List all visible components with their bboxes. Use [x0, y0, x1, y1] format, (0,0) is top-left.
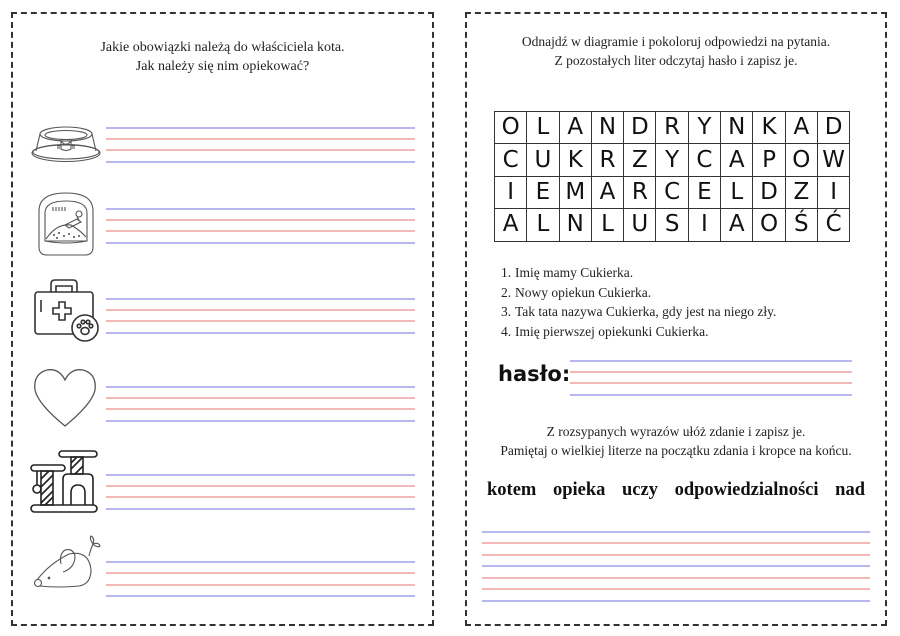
grid-cell[interactable]: L	[591, 209, 623, 241]
scrambled-word: kotem	[487, 480, 537, 500]
cat-tree-icon	[29, 449, 101, 519]
grid-cell[interactable]: A	[785, 112, 817, 144]
grid-cell[interactable]: L	[721, 176, 753, 208]
grid-cell[interactable]: E	[527, 176, 559, 208]
left-worksheet-page	[11, 12, 434, 626]
grid-cell[interactable]: K	[559, 144, 591, 176]
heart-icon	[29, 364, 101, 434]
task-row-vet-care	[13, 276, 432, 346]
wordsearch-instruction-line-1: Odnajdź w diagramie i pokoloruj odpowiedzi na pytania.	[521, 34, 831, 49]
wordsearch-instruction	[467, 32, 885, 70]
sentence-instruction-line-2: Pamiętaj o wielkiej literze na początku zdania i kropce na końcu.	[500, 443, 852, 458]
toy-mouse-icon	[29, 534, 101, 604]
grid-cell[interactable]: I	[817, 176, 849, 208]
grid-cell[interactable]: W	[817, 144, 849, 176]
vet-first-aid-kit-icon	[29, 276, 101, 346]
grid-cell[interactable]: N	[721, 112, 753, 144]
grid-row	[495, 144, 850, 176]
grid-cell[interactable]: C	[656, 176, 688, 208]
sentence-instruction	[467, 422, 885, 460]
task-row-toy-mouse	[13, 534, 432, 604]
task-row-love	[13, 364, 432, 434]
grid-cell[interactable]: L	[527, 112, 559, 144]
grid-cell[interactable]: N	[559, 209, 591, 241]
grid-cell[interactable]: M	[559, 176, 591, 208]
grid-cell[interactable]: C	[688, 144, 720, 176]
grid-cell[interactable]: Y	[688, 112, 720, 144]
grid-row	[495, 176, 850, 208]
scrambled-word: opieka	[552, 480, 606, 500]
grid-cell[interactable]: A	[591, 176, 623, 208]
letter-grid	[494, 111, 850, 242]
grid-cell[interactable]: D	[753, 176, 785, 208]
task-row-cat-tree	[13, 449, 432, 519]
left-instruction-line-2: Jak należy się nim opiekować?	[135, 59, 310, 74]
grid-cell[interactable]: I	[688, 209, 720, 241]
grid-row	[495, 209, 850, 241]
wordsearch-instruction-line-2: Z pozostałych liter odczytaj hasło i zapisz je.	[554, 53, 798, 68]
scrambled-word: uczy	[622, 480, 658, 500]
grid-cell[interactable]: Ś	[785, 209, 817, 241]
grid-cell[interactable]: S	[656, 209, 688, 241]
grid-cell[interactable]: A	[495, 209, 527, 241]
left-instruction	[13, 38, 432, 76]
grid-row	[495, 112, 850, 144]
grid-cell[interactable]: A	[721, 144, 753, 176]
grid-cell[interactable]: A	[559, 112, 591, 144]
grid-cell[interactable]: U	[527, 144, 559, 176]
task-row-food-bowl	[13, 111, 432, 181]
task-row-litter-box	[13, 189, 432, 259]
grid-cell[interactable]: D	[817, 112, 849, 144]
question-list	[501, 263, 776, 341]
grid-cell[interactable]: O	[495, 112, 527, 144]
question-item: 4. Imię pierwszej opiekunki Cukierka.	[501, 323, 709, 339]
sentence-instruction-line-1: Z rozsypanych wyrazów ułóż zdanie i zapisz je.	[546, 424, 806, 439]
grid-cell[interactable]: K	[753, 112, 785, 144]
grid-cell[interactable]: R	[624, 176, 656, 208]
grid-cell[interactable]: L	[527, 209, 559, 241]
grid-cell[interactable]: N	[591, 112, 623, 144]
question-item: 3. Tak tata nazywa Cukierka, gdy jest na niego zły.	[501, 304, 777, 319]
grid-cell[interactable]: Ć	[817, 209, 849, 241]
grid-cell[interactable]: C	[495, 144, 527, 176]
grid-cell[interactable]: P	[753, 144, 785, 176]
grid-cell[interactable]: Y	[656, 144, 688, 176]
grid-cell[interactable]: D	[624, 112, 656, 144]
scrambled-word: nad	[835, 480, 865, 500]
litter-box-icon	[29, 189, 101, 259]
right-worksheet-page	[465, 12, 887, 626]
password-label: hasło:	[498, 362, 571, 386]
grid-cell[interactable]: R	[656, 112, 688, 144]
grid-cell[interactable]: E	[688, 176, 720, 208]
scrambled-word: odpowiedzialności	[674, 480, 819, 500]
left-instruction-line-1: Jakie obowiązki należą do właściciela kota.	[100, 40, 345, 55]
grid-cell[interactable]: Z	[624, 144, 656, 176]
grid-cell[interactable]: I	[495, 176, 527, 208]
question-item: 1. Imię mamy Cukierka.	[501, 265, 634, 280]
grid-cell[interactable]: U	[624, 209, 656, 241]
cat-food-bowl-icon	[29, 111, 101, 181]
grid-cell[interactable]: O	[753, 209, 785, 241]
grid-cell[interactable]: R	[591, 144, 623, 176]
question-item: 2. Nowy opiekun Cukierka.	[501, 284, 652, 300]
grid-cell[interactable]: O	[785, 144, 817, 176]
grid-cell[interactable]: Z	[785, 176, 817, 208]
grid-cell[interactable]: A	[721, 209, 753, 241]
scrambled-words	[467, 480, 885, 501]
